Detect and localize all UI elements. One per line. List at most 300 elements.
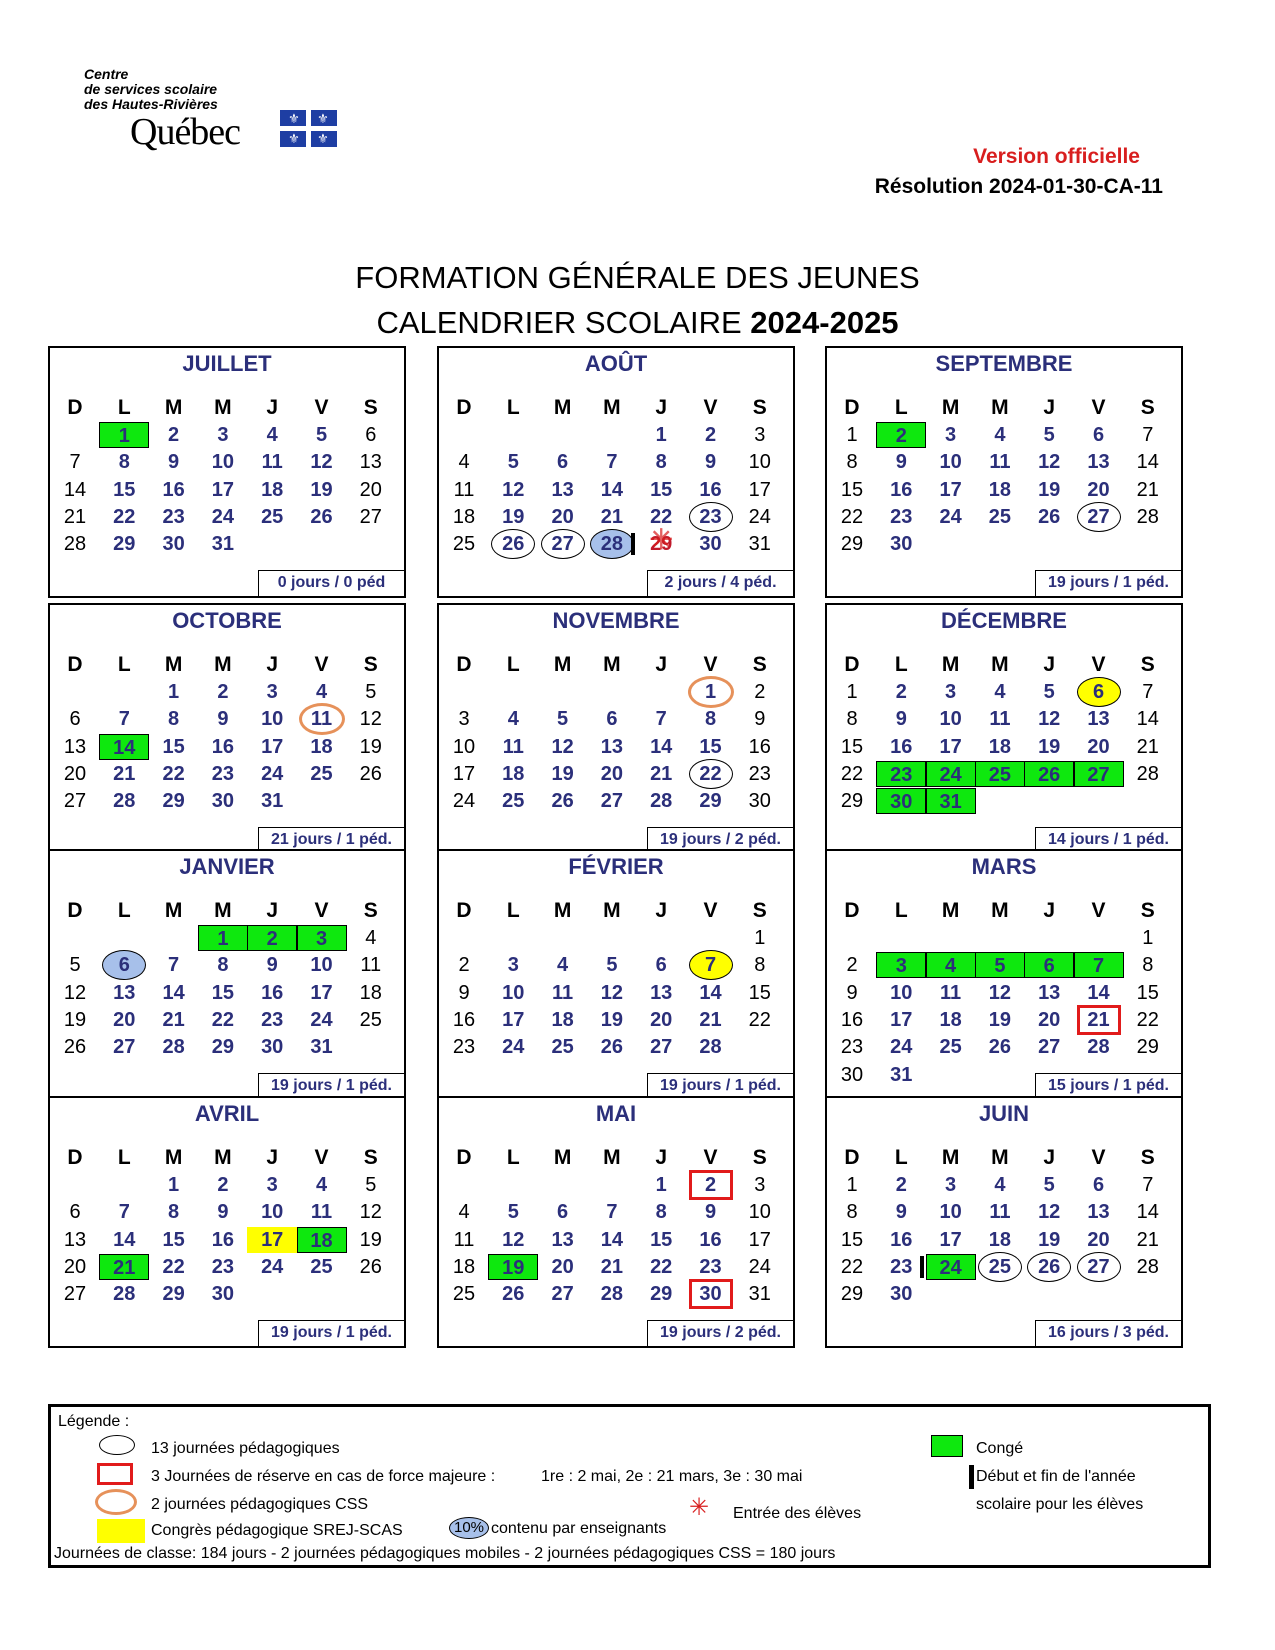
calendar-day: 16 bbox=[699, 478, 722, 501]
legend-css: 2 journées pédagogiques CSS bbox=[151, 1496, 369, 1513]
calendar-day: 25 bbox=[359, 1008, 382, 1031]
calendar-day: 3 bbox=[945, 424, 957, 446]
month-summary: 2 jours / 4 péd. bbox=[647, 570, 793, 596]
legend-debut-1: Début et fin de l'année bbox=[976, 1468, 1136, 1485]
calendar-day: 23 bbox=[748, 762, 771, 785]
calendar-day: 29 bbox=[1136, 1036, 1159, 1059]
calendar-day: 9 bbox=[168, 451, 180, 474]
subtitle-year: 2024-2025 bbox=[750, 305, 899, 340]
day-header: M bbox=[603, 899, 621, 922]
day-header: J bbox=[655, 899, 668, 922]
calendar-day: 1 bbox=[1142, 927, 1154, 949]
calendar-day: 27 bbox=[600, 790, 624, 813]
calendar-day: 4 bbox=[994, 681, 1006, 703]
day-header: L bbox=[117, 653, 131, 676]
day-header: D bbox=[456, 899, 472, 922]
calendar-day: 17 bbox=[261, 735, 284, 758]
day-header: V bbox=[703, 653, 718, 676]
day-header: M bbox=[603, 396, 621, 419]
calendar-day: 13 bbox=[600, 735, 624, 758]
calendar-day: 15 bbox=[840, 1228, 864, 1251]
calendar-day: 12 bbox=[551, 735, 574, 758]
calendar-day: 2 bbox=[704, 424, 717, 446]
day-header: V bbox=[1091, 899, 1106, 922]
calendar-day: 11 bbox=[989, 708, 1011, 731]
calendar-day: 19 bbox=[63, 1008, 87, 1031]
calendar-day: 7 bbox=[118, 1201, 130, 1224]
calendar-day: 28 bbox=[1136, 1255, 1159, 1278]
calendar-day: 30 bbox=[686, 1281, 736, 1307]
calendar-day: 5 bbox=[1043, 424, 1055, 446]
calendar-day: 8 bbox=[704, 708, 717, 731]
calendar-day: 16 bbox=[890, 478, 913, 501]
calendar-day: 4 bbox=[994, 1174, 1006, 1196]
calendar-day: 6 bbox=[69, 1201, 81, 1224]
calendar-day: 24 bbox=[261, 762, 284, 785]
calendar-day: 4 bbox=[266, 424, 278, 446]
calendar-day: 27 bbox=[551, 1283, 574, 1306]
calendar-day: 12 bbox=[600, 981, 624, 1004]
calendar-day: 24 bbox=[890, 1036, 913, 1059]
page-subtitle bbox=[0, 305, 1275, 341]
calendar-day: 27 bbox=[63, 790, 87, 813]
calendar-day: 11 bbox=[552, 981, 574, 1004]
calendar-day: 18 bbox=[359, 981, 382, 1004]
calendar-day: 25 bbox=[551, 1036, 574, 1059]
calendar-day: 13 bbox=[1087, 451, 1110, 474]
calendar-day: 23 bbox=[452, 1036, 476, 1059]
calendar-day: 4 bbox=[994, 424, 1006, 446]
calendar-day: 20 bbox=[1038, 1008, 1061, 1031]
calendar-day: 9 bbox=[217, 708, 229, 731]
calendar-day: 20 bbox=[113, 1008, 136, 1031]
calendar-day: 4 bbox=[315, 1174, 328, 1196]
day-header: V bbox=[1091, 396, 1106, 419]
day-header: M bbox=[553, 899, 572, 922]
month-name: AVRIL bbox=[194, 1101, 260, 1126]
calendar-day: 21 bbox=[1136, 735, 1159, 758]
org-name bbox=[84, 67, 218, 112]
month-name: AOÛT bbox=[584, 351, 648, 376]
calendar-day: 26 bbox=[359, 762, 382, 785]
calendar-day: 28 bbox=[699, 1036, 722, 1059]
calendar-day: 29 bbox=[840, 533, 864, 556]
calendar-day: 18 bbox=[939, 1008, 962, 1031]
legend-ped: 13 journées pédagogiques bbox=[151, 1440, 340, 1457]
calendar-day: 26 bbox=[359, 1255, 382, 1278]
calendar-day: 8 bbox=[846, 708, 858, 731]
month-5 bbox=[825, 603, 1183, 855]
day-header: M bbox=[603, 653, 621, 676]
legend-title: Légende : bbox=[58, 1413, 130, 1430]
calendar-day: 26 bbox=[1024, 1254, 1074, 1280]
calendar-day: 8 bbox=[655, 451, 667, 474]
calendar-day: 19 bbox=[1038, 478, 1061, 501]
calendar-day: 25 bbox=[975, 761, 1025, 787]
calendar-day: 8 bbox=[655, 1201, 667, 1224]
calendar-day: 19 bbox=[488, 1254, 538, 1280]
calendar-day: 25 bbox=[452, 533, 476, 556]
page-title: FORMATION GÉNÉRALE DES JEUNES bbox=[355, 260, 920, 295]
calendar-day: 6 bbox=[365, 424, 377, 446]
calendar-day: 20 bbox=[1087, 735, 1110, 758]
calendar-day: 17 bbox=[452, 762, 476, 785]
legend-orange-oval-icon bbox=[95, 1489, 137, 1515]
month-name: FÉVRIER bbox=[568, 854, 664, 879]
day-header: J bbox=[1043, 899, 1056, 922]
calendar-day: 7 bbox=[1074, 952, 1124, 978]
legend-debut-2: scolaire pour les élèves bbox=[976, 1496, 1144, 1513]
day-header: J bbox=[266, 653, 279, 676]
calendar-day: 26 bbox=[310, 505, 333, 528]
day-header: L bbox=[506, 653, 520, 676]
calendar-day: 28 bbox=[113, 1283, 136, 1306]
day-header: M bbox=[164, 1146, 183, 1169]
calendar-day: 9 bbox=[895, 451, 907, 474]
calendar-day: 7 bbox=[168, 954, 180, 977]
calendar-day: 27 bbox=[113, 1036, 136, 1059]
calendar-day: 20 bbox=[63, 1255, 87, 1278]
calendar-day: 22 bbox=[686, 761, 736, 787]
calendar-day: 13 bbox=[113, 981, 136, 1004]
calendar-day: 10 bbox=[211, 451, 235, 474]
calendar-day: 27 bbox=[538, 531, 588, 557]
calendar-day: 4 bbox=[926, 952, 976, 978]
day-header: L bbox=[117, 1146, 131, 1169]
calendar-day: 1 bbox=[686, 679, 736, 705]
calendar-day: 13 bbox=[1087, 1201, 1110, 1224]
calendar-day: 10 bbox=[452, 735, 476, 758]
day-header: J bbox=[266, 1146, 279, 1169]
calendar-day: 18 bbox=[988, 478, 1012, 501]
calendar-day: 23 bbox=[699, 1255, 722, 1278]
day-header: M bbox=[214, 396, 232, 419]
calendar-day: 8 bbox=[168, 1201, 180, 1224]
day-header: S bbox=[752, 1146, 767, 1169]
calendar-day: 24 bbox=[452, 790, 476, 813]
day-header: M bbox=[603, 1146, 621, 1169]
calendar-day: 1 bbox=[168, 1174, 180, 1196]
legend-oval-icon bbox=[99, 1435, 135, 1455]
calendar-day: 19 bbox=[551, 762, 574, 785]
day-header: M bbox=[941, 899, 960, 922]
day-header: L bbox=[117, 396, 131, 419]
calendar-day: 2 bbox=[168, 424, 180, 446]
day-header: M bbox=[553, 653, 572, 676]
calendar-day: 1 bbox=[655, 1174, 667, 1196]
calendar-day: 21 bbox=[99, 1254, 149, 1280]
legend-bar-icon bbox=[969, 1465, 974, 1489]
calendar-day: 10 bbox=[748, 1201, 771, 1224]
day-header: M bbox=[553, 1146, 572, 1169]
calendar-day: 13 bbox=[1087, 708, 1110, 731]
month-name: MAI bbox=[595, 1101, 637, 1126]
alarm-icon: ✳ bbox=[689, 1494, 710, 1521]
month-summary: 16 jours / 3 péd. bbox=[1035, 1320, 1181, 1346]
calendar-day: 26 bbox=[502, 1283, 525, 1306]
calendar-day: 15 bbox=[840, 735, 864, 758]
legend-redbox-icon bbox=[97, 1463, 133, 1485]
calendar-day: 17 bbox=[939, 1228, 962, 1251]
calendar-day: 18 bbox=[297, 1227, 347, 1253]
month-summary: 0 jours / 0 péd bbox=[258, 570, 404, 596]
calendar-day: 10 bbox=[939, 1201, 962, 1224]
calendar-day: 9 bbox=[458, 981, 470, 1004]
calendar-day: 14 bbox=[162, 981, 185, 1004]
calendar-day: 31 bbox=[310, 1036, 333, 1059]
day-header: M bbox=[164, 899, 183, 922]
calendar-day: 7 bbox=[118, 708, 130, 731]
calendar-day: 17 bbox=[939, 735, 962, 758]
calendar-day: 29 bbox=[162, 1283, 185, 1306]
calendar-day: 13 bbox=[359, 451, 382, 474]
calendar-day: 16 bbox=[261, 981, 284, 1004]
calendar-day: 22 bbox=[162, 762, 185, 785]
calendar-day: 21 bbox=[1136, 1228, 1159, 1251]
calendar-day: 9 bbox=[704, 451, 717, 474]
calendar-day: 8 bbox=[754, 954, 766, 977]
month-9 bbox=[48, 1096, 406, 1348]
calendar-day: 7 bbox=[606, 1201, 618, 1224]
calendar-day: 19 bbox=[1038, 1228, 1061, 1251]
calendar-day: 20 bbox=[551, 505, 574, 528]
day-header: D bbox=[67, 653, 83, 676]
calendar-day: 1 bbox=[846, 1174, 858, 1196]
calendar-day: 24 bbox=[502, 1036, 525, 1059]
calendar-day: 17 bbox=[748, 478, 771, 501]
calendar-day: 2 bbox=[217, 1174, 229, 1196]
calendar-day: 25 bbox=[939, 1036, 962, 1059]
calendar-day: 6 bbox=[1092, 424, 1105, 446]
calendar-day: 25 bbox=[261, 505, 284, 528]
calendar-day: 20 bbox=[1087, 478, 1110, 501]
day-header: J bbox=[266, 396, 279, 419]
day-header: V bbox=[314, 396, 329, 419]
calendar-day: 14 bbox=[600, 1228, 624, 1251]
calendar-day: 4 bbox=[507, 708, 519, 731]
calendar-day: 11 bbox=[360, 954, 382, 977]
calendar-day: 22 bbox=[650, 1255, 673, 1278]
calendar-day: 6 bbox=[99, 952, 149, 978]
org-line-1: Centre bbox=[84, 66, 129, 82]
calendar-day: 25 bbox=[502, 790, 525, 813]
resolution-label: Résolution 2024-01-30-CA-11 bbox=[874, 175, 1163, 198]
calendar-day: 18 bbox=[502, 762, 525, 785]
calendar-day: 15 bbox=[699, 735, 722, 758]
calendar-day: 9 bbox=[754, 708, 766, 731]
day-header: L bbox=[894, 1146, 908, 1169]
calendar-day: 16 bbox=[890, 735, 913, 758]
calendar-day: 14 bbox=[1136, 708, 1159, 731]
calendar-day: 5 bbox=[1043, 681, 1055, 703]
calendar-day: 15 bbox=[211, 981, 235, 1004]
calendar-day: 2 bbox=[895, 1174, 907, 1196]
day-header: M bbox=[941, 396, 960, 419]
calendar-day: 26 bbox=[600, 1036, 624, 1059]
calendar-day: 12 bbox=[988, 981, 1012, 1004]
calendar-day: 31 bbox=[748, 533, 771, 556]
day-header: J bbox=[655, 653, 668, 676]
calendar-day: 18 bbox=[988, 1228, 1012, 1251]
day-header: M bbox=[164, 396, 183, 419]
calendar-day: 30 bbox=[890, 1283, 913, 1306]
month-summary: 19 jours / 1 péd. bbox=[1035, 570, 1181, 596]
calendar-day: 15 bbox=[113, 478, 136, 501]
calendar-day: 10 bbox=[261, 1201, 284, 1224]
month-summary: 19 jours / 1 péd. bbox=[647, 1073, 793, 1099]
month-1 bbox=[437, 346, 795, 598]
calendar-day: 11 bbox=[502, 735, 524, 758]
calendar-day: 10 bbox=[502, 981, 525, 1004]
calendar-day: 2 bbox=[876, 422, 926, 448]
calendar-day: 12 bbox=[310, 451, 333, 474]
calendar-day: 9 bbox=[846, 981, 858, 1004]
month-3 bbox=[48, 603, 406, 855]
calendar-day: 16 bbox=[452, 1008, 476, 1031]
calendar-day: 14 bbox=[99, 734, 149, 760]
calendar-day: 5 bbox=[975, 952, 1025, 978]
calendar-day: 7 bbox=[1142, 1174, 1154, 1196]
calendar-day: 14 bbox=[699, 981, 722, 1004]
month-7 bbox=[437, 849, 795, 1101]
legend-blue-oval-icon: 10% bbox=[449, 1517, 489, 1539]
calendar-day: 16 bbox=[748, 735, 771, 758]
calendar-day: 21 bbox=[600, 505, 624, 528]
calendar-day: 29 bbox=[113, 533, 136, 556]
calendar-day: 7 bbox=[606, 451, 618, 474]
calendar-day: 16 bbox=[162, 478, 185, 501]
day-header: M bbox=[991, 1146, 1009, 1169]
day-header: S bbox=[1140, 899, 1155, 922]
day-header: D bbox=[456, 1146, 472, 1169]
calendar-day: 30 bbox=[748, 790, 771, 813]
day-header: L bbox=[894, 653, 908, 676]
calendar-day: 24 bbox=[748, 1255, 771, 1278]
calendar-day: 27 bbox=[1038, 1036, 1061, 1059]
calendar-day: 3 bbox=[876, 952, 926, 978]
org-line-3: des Hautes-Rivières bbox=[84, 96, 218, 112]
day-header: D bbox=[844, 899, 860, 922]
calendar-day: 5 bbox=[365, 1174, 377, 1196]
calendar-day: 11 bbox=[453, 1228, 475, 1251]
legend-congres: Congrès pédagogique SREJ-SCAS bbox=[151, 1522, 403, 1539]
month-name: DÉCEMBRE bbox=[941, 608, 1067, 633]
month-name: NOVEMBRE bbox=[552, 608, 680, 633]
calendar-day: 6 bbox=[69, 708, 81, 731]
calendar-day: 30 bbox=[876, 788, 926, 814]
day-header: M bbox=[214, 1146, 232, 1169]
calendar-day: 3 bbox=[754, 424, 766, 446]
legend-green-icon bbox=[931, 1435, 963, 1457]
calendar-day: 12 bbox=[359, 708, 382, 731]
day-header: S bbox=[1140, 396, 1155, 419]
calendar-day: 10 bbox=[261, 708, 284, 731]
month-8 bbox=[825, 849, 1183, 1101]
day-header: J bbox=[655, 396, 668, 419]
calendar-day: 17 bbox=[502, 1008, 525, 1031]
calendar-day: 19 bbox=[310, 478, 333, 501]
month-summary: 15 jours / 1 péd. bbox=[1035, 1073, 1181, 1099]
calendar-day: 8 bbox=[846, 451, 858, 474]
calendar-day: 13 bbox=[63, 735, 87, 758]
calendar-day: 12 bbox=[359, 1201, 382, 1224]
calendar-day: 25 bbox=[975, 1254, 1025, 1280]
day-header: D bbox=[844, 1146, 860, 1169]
calendar-day: 29 bbox=[840, 1283, 864, 1306]
legend-reserve: 3 Journées de réserve en cas de force majeure : bbox=[151, 1468, 496, 1485]
calendar-day: 23 bbox=[890, 505, 913, 528]
day-header: J bbox=[1043, 1146, 1056, 1169]
calendar-day: 30 bbox=[699, 533, 722, 556]
calendar-day: 19 bbox=[600, 1008, 624, 1031]
calendar-day: 10 bbox=[939, 451, 962, 474]
calendar-day: 12 bbox=[63, 981, 87, 1004]
day-header: V bbox=[314, 653, 329, 676]
day-header: M bbox=[991, 396, 1009, 419]
day-header: S bbox=[363, 396, 378, 419]
calendar-day: 18 bbox=[988, 735, 1012, 758]
calendar-day: 7 bbox=[69, 451, 81, 474]
day-header: V bbox=[703, 1146, 718, 1169]
calendar-day: 18 bbox=[452, 505, 476, 528]
day-header: V bbox=[314, 899, 329, 922]
calendar-day: 25 bbox=[452, 1283, 476, 1306]
month-0 bbox=[48, 346, 406, 598]
calendar-day: 21 bbox=[162, 1008, 185, 1031]
day-header: S bbox=[752, 653, 767, 676]
month-name: JANVIER bbox=[179, 854, 275, 879]
calendar-day: 2 bbox=[217, 681, 229, 703]
calendar-day: 12 bbox=[1038, 451, 1061, 474]
day-header: M bbox=[164, 653, 183, 676]
calendar-day: 3 bbox=[297, 925, 347, 951]
calendar-day: 17 bbox=[211, 478, 235, 501]
day-header: J bbox=[1043, 396, 1056, 419]
day-header: S bbox=[1140, 1146, 1155, 1169]
calendar-day: 30 bbox=[890, 533, 913, 556]
day-header: V bbox=[1091, 653, 1106, 676]
calendar-day: 30 bbox=[211, 1283, 235, 1306]
calendar-day: 22 bbox=[113, 505, 136, 528]
calendar-day: 22 bbox=[840, 1255, 864, 1278]
calendar-day: 3 bbox=[945, 681, 957, 703]
month-summary: 19 jours / 1 péd. bbox=[258, 1320, 404, 1346]
calendar-day: 26 bbox=[1024, 761, 1074, 787]
quebec-flag-icon: ⚜ ⚜ ⚜ ⚜ bbox=[280, 110, 337, 147]
calendar-day: 18 bbox=[310, 735, 333, 758]
calendar-day: 27 bbox=[650, 1036, 673, 1059]
calendar-day: 23 bbox=[876, 1254, 926, 1280]
calendar-day: 2 bbox=[754, 681, 766, 703]
calendar-day: 23 bbox=[876, 761, 926, 787]
calendar-day: ✳ 29 bbox=[636, 531, 686, 557]
calendar-day: 23 bbox=[840, 1036, 864, 1059]
month-name: OCTOBRE bbox=[172, 608, 282, 633]
calendar-day: 7 bbox=[1142, 681, 1154, 703]
day-header: S bbox=[363, 1146, 378, 1169]
month-2 bbox=[825, 346, 1183, 598]
calendar-day: 22 bbox=[840, 762, 864, 785]
calendar-day: 23 bbox=[211, 1255, 235, 1278]
calendar-day: 7 bbox=[1142, 424, 1154, 446]
day-header: M bbox=[991, 899, 1009, 922]
calendar-day: 27 bbox=[1074, 1254, 1124, 1280]
calendar-day: 29 bbox=[162, 790, 185, 813]
calendar-day: 29 bbox=[211, 1036, 235, 1059]
calendar-day: 1 bbox=[846, 424, 858, 446]
calendar-day: 24 bbox=[261, 1255, 284, 1278]
calendar-day: 10 bbox=[748, 451, 771, 474]
